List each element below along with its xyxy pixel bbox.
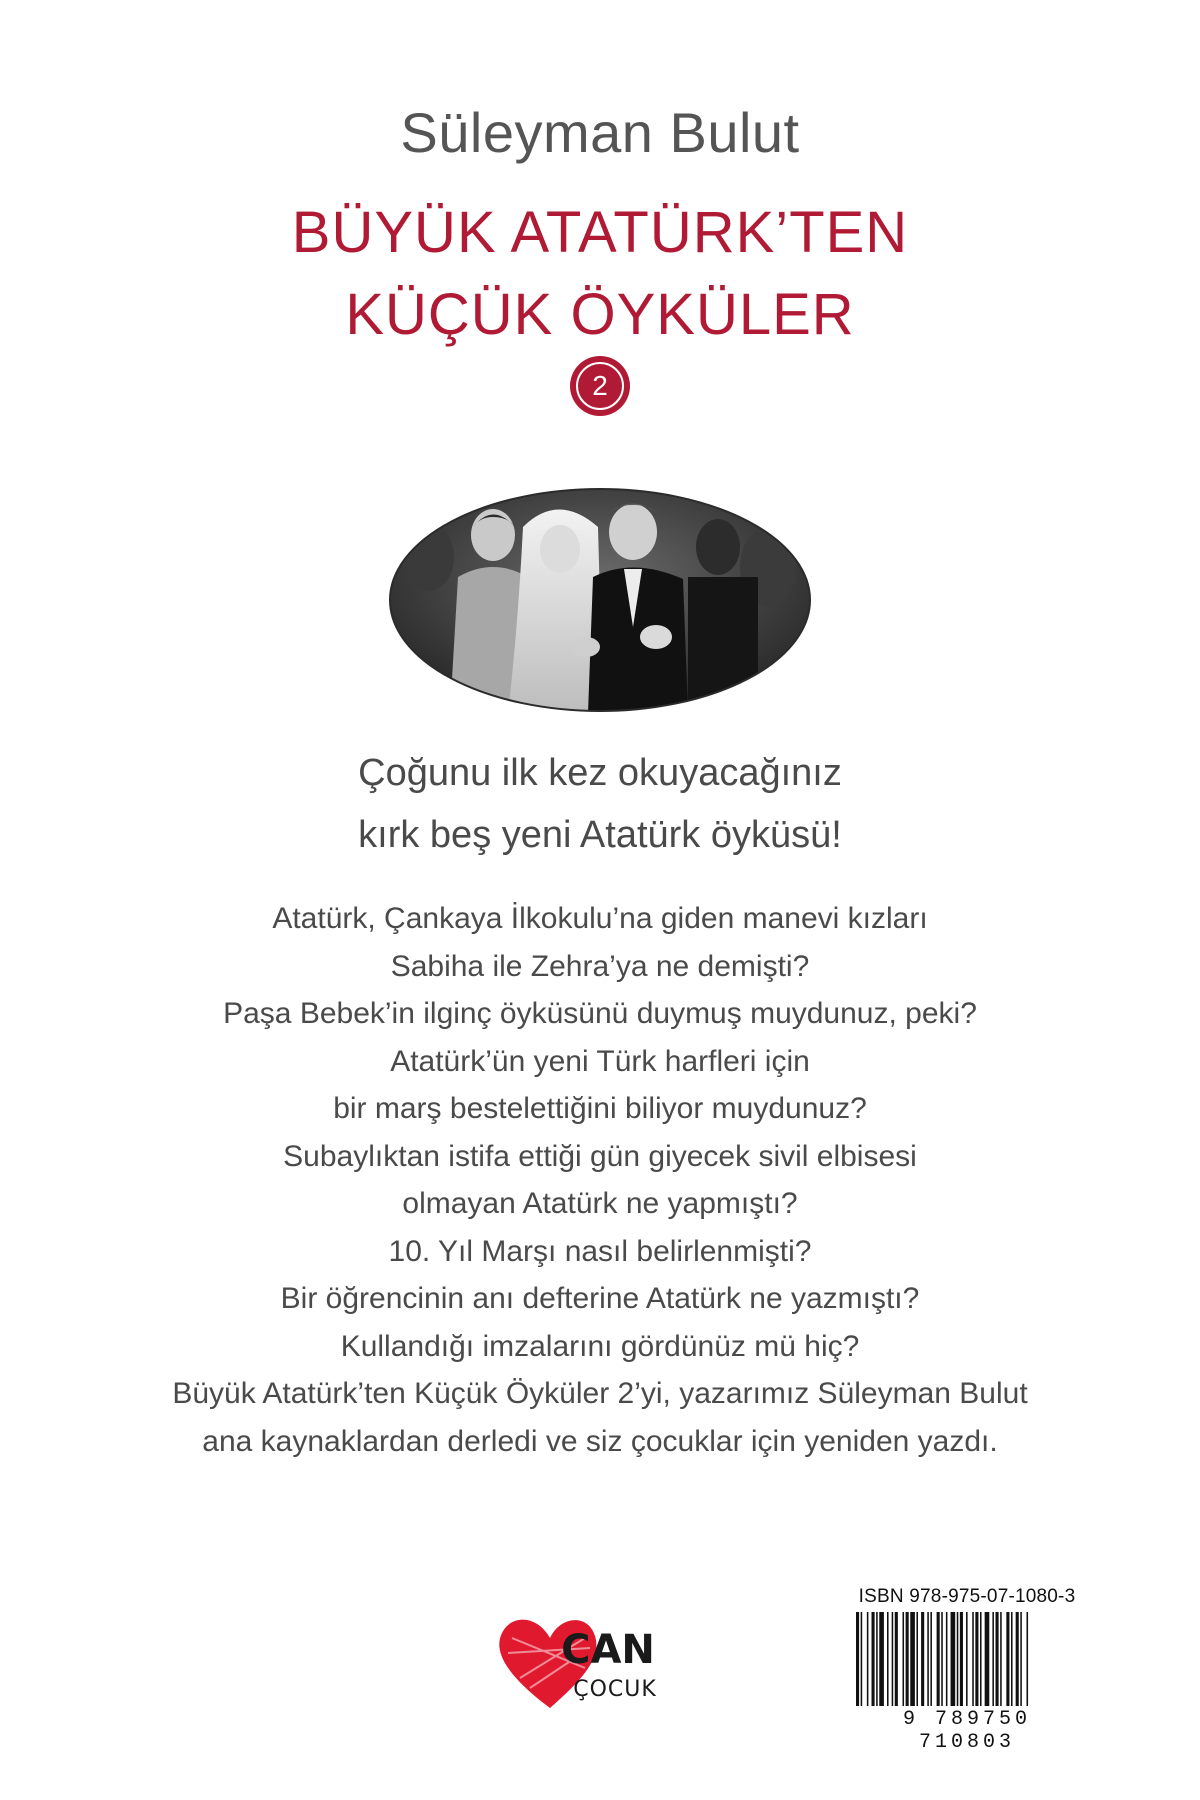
book-title-line-1: BÜYÜK ATATÜRK’TEN — [291, 200, 909, 265]
barcode-bar — [867, 1612, 869, 1706]
volume-number: 2 — [576, 362, 624, 410]
barcode-bar — [916, 1612, 918, 1706]
isbn-label: ISBN 978-975-07-1080-3 — [858, 1586, 1076, 1607]
barcode-bar — [996, 1612, 999, 1706]
barcode-bar — [879, 1612, 884, 1706]
barcode-bar — [856, 1612, 859, 1706]
logo-subtitle: ÇOCUK — [573, 1677, 657, 1702]
barcode-bar — [937, 1612, 940, 1706]
isbn-barcode-block — [852, 1586, 1082, 1754]
barcode-bar — [1011, 1612, 1013, 1706]
barcode-bar — [861, 1612, 863, 1706]
barcode-bar — [921, 1612, 924, 1706]
volume-badge — [570, 356, 630, 416]
oval-photo — [388, 487, 812, 713]
tagline-line-2: kırk beş yeni Atatürk öyküsü! — [358, 814, 842, 856]
barcode-bar — [930, 1612, 932, 1706]
barcode — [852, 1612, 1082, 1708]
barcode-bar — [992, 1612, 994, 1706]
barcode-bar — [872, 1612, 875, 1706]
blurb-line: Sabiha ile Zehra’ya ne demişti? — [390, 949, 810, 983]
barcode-bar — [887, 1612, 889, 1706]
blurb-line: bir marş bestelettiğini biliyor muydunuz? — [333, 1092, 867, 1125]
tagline-line-1: Çoğunu ilk kez okuyacağınız — [358, 752, 842, 794]
barcode-bar — [972, 1612, 974, 1706]
blurb-line: olmayan Atatürk ne yapmıştı? — [402, 1187, 798, 1220]
barcode-bar — [966, 1612, 968, 1706]
blurb-line: Subaylıktan istifa ettiği gün giyecek sivil elbisesi — [283, 1139, 917, 1173]
barcode-bar — [1020, 1612, 1022, 1706]
publisher-logo — [490, 1608, 680, 1718]
barcode-bar — [1006, 1612, 1009, 1706]
barcode-bar — [946, 1612, 948, 1706]
barcode-bar — [957, 1612, 959, 1706]
author-name: Süleyman Bulut — [400, 101, 800, 164]
barcode-bar — [980, 1612, 982, 1706]
barcode-digits: 9 789750 710803 — [902, 1708, 1031, 1754]
tagline — [0, 742, 1200, 866]
blurb-line: Atatürk’ün yeni Türk harfleri için — [390, 1044, 810, 1078]
blurb — [0, 895, 1200, 1465]
barcode-bar — [910, 1612, 915, 1706]
book-title — [0, 192, 1200, 356]
barcode-bar — [985, 1612, 990, 1706]
barcode-bar — [941, 1612, 943, 1706]
book-title-line-2: KÜÇÜK ÖYKÜLER — [345, 282, 855, 347]
barcode-bar — [975, 1612, 978, 1706]
barcode-bar — [1027, 1612, 1029, 1706]
barcode-bar — [892, 1612, 894, 1706]
barcode-bar — [951, 1612, 956, 1706]
blurb-line: Bir öğrencinin anı defterine Atatürk ne yazmıştı? — [280, 1282, 920, 1315]
barcode-bar — [960, 1612, 963, 1706]
barcode-bar — [895, 1612, 898, 1706]
barcode-bar — [1000, 1612, 1002, 1706]
blurb-line: Büyük Atatürk’ten Küçük Öyküler 2’yi, yazarımız Süleyman Bulut — [172, 1377, 1028, 1410]
logo-wordmark: CAN — [561, 1627, 655, 1673]
blurb-line: Paşa Bebek’in ilginç öyküsünü duymuş muydunuz, peki? — [223, 997, 977, 1030]
barcode-bar — [1016, 1612, 1019, 1706]
blurb-line: ana kaynaklardan derledi ve siz çocuklar için yeniden yazdı. — [202, 1424, 998, 1458]
barcode-bar — [903, 1612, 905, 1706]
barcode-bar — [906, 1612, 909, 1706]
barcode-bar — [927, 1612, 929, 1706]
blurb-line: 10. Yıl Marşı nasıl belirlenmişti? — [388, 1234, 812, 1268]
barcode-bar — [876, 1612, 878, 1706]
blurb-line: Kullandığı imzalarını gördünüz mü hiç? — [340, 1329, 860, 1363]
blurb-line: Atatürk, Çankaya İlkokulu’na giden manevi kızları — [272, 902, 928, 935]
